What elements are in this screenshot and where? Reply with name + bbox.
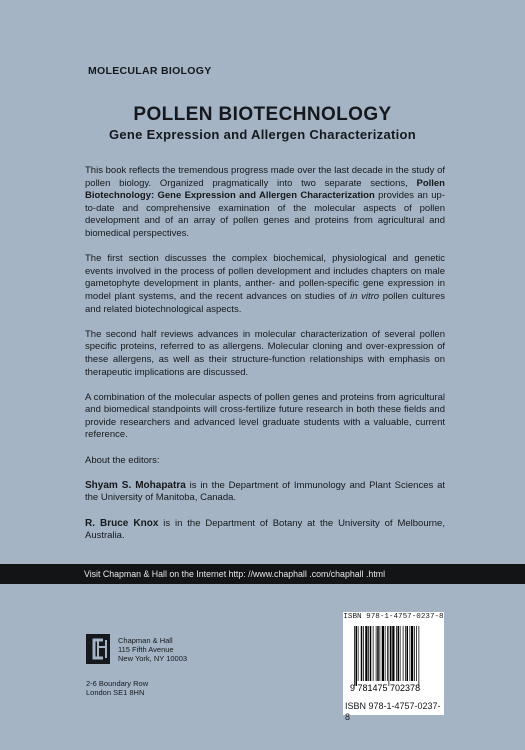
- barcode-bar: [400, 626, 401, 681]
- series-label: MOLECULAR BIOLOGY: [88, 65, 212, 77]
- internet-band: [0, 564, 525, 584]
- barcode-bar: [403, 626, 404, 681]
- isbn-top: ISBN 978-1-4757-0237-8: [343, 613, 444, 621]
- editor-1: [85, 480, 445, 505]
- barcode-bar: [368, 626, 369, 681]
- internet-text: Visit Chapman & Hall on the Internet http: //www.chaphall .com/chaphall .html: [84, 569, 386, 579]
- barcode-bar: [354, 626, 355, 686]
- editor-1-text: is in the Department of Immunology and Plant Sciences at the University of Manitoba, Canada.: [85, 479, 445, 504]
- barcode-bar: [365, 626, 367, 681]
- barcode-bar: [390, 626, 392, 681]
- publisher-uk-city: London SE1 8HN: [86, 688, 145, 697]
- editor-2-text: is in the Department of Botany at the University of Melbourne, Australia.: [85, 517, 445, 542]
- publisher-street: 115 Fifth Avenue: [118, 645, 174, 654]
- book-title: POLLEN BIOTECHNOLOGY: [133, 104, 392, 125]
- barcode-bar: [382, 626, 384, 681]
- barcode-bar: [419, 626, 420, 686]
- barcode-bar: [370, 626, 372, 681]
- publisher-logo-icon: [86, 634, 110, 664]
- publisher-address-uk: [86, 679, 148, 697]
- barcode-bar: [414, 626, 415, 681]
- barcode-digits: 9 781475 702378: [350, 683, 421, 693]
- about-editors-heading: About the editors:: [85, 454, 160, 466]
- book-subtitle: Gene Expression and Allergen Characterization: [108, 127, 417, 142]
- barcode-panel: [343, 612, 444, 722]
- barcode-bar: [377, 626, 379, 681]
- paragraph-2-text: The first section discusses the complex biochemical, physiological and genetic events involved in the process of pollen development and includes chapters on male gametophyte development in plants, anther- and pollen-specific gene expression in model plant systems, and the recent advances on studies of: [85, 253, 445, 302]
- publisher-uk-street: 2-6 Boundary Row: [86, 679, 149, 688]
- description-body: [85, 165, 445, 555]
- barcode-bar: [389, 626, 390, 686]
- paragraph-4: A combination of the molecular aspects of pollen genes and proteins from agricultural and biomedical standpoints will cross-fertilize future research in both these fields and provide researchers and advanced level graduate students with a valuable, current reference.: [85, 391, 445, 441]
- barcode-bar: [405, 626, 406, 681]
- barcode-bar: [407, 626, 409, 681]
- isbn-bottom: ISBN 978-1-4757-0237-8: [345, 701, 441, 722]
- barcode-bar: [358, 626, 359, 681]
- barcode-bar: [363, 626, 364, 681]
- paragraph-1-book-title: Pollen Biotechnology: Gene Expression and Allergen Characterization: [85, 177, 445, 202]
- paragraph-1-text-end: provides an up-to-date and comprehensive examination of the molecular aspects of pollen development and of an array of pollen genes and proteins from agricultural and biomedical perspectives.: [85, 190, 445, 239]
- barcode-bar: [398, 626, 400, 681]
- paragraph-1: [85, 165, 445, 241]
- publisher-address-us: [118, 636, 187, 663]
- barcode-bar: [356, 626, 358, 686]
- barcode-bar: [411, 626, 413, 681]
- paragraph-1-text: This book reflects the tremendous progress made over the last decade in the study of pollen biology. Organized pragmatically into two separate sections,: [85, 165, 445, 189]
- barcode-bar: [392, 626, 394, 681]
- barcode-icon: [348, 624, 441, 694]
- paragraph-2-italic: in vitro: [350, 290, 380, 302]
- editor-2-name: R. Bruce Knox: [85, 517, 159, 529]
- barcode-bar: [416, 626, 417, 681]
- barcode-bar: [361, 626, 363, 681]
- barcode-bar: [380, 626, 381, 681]
- barcode-bar: [373, 626, 374, 681]
- barcode-bar: [385, 626, 386, 681]
- barcode-bar: [396, 626, 397, 681]
- editor-1-name: Shyam S. Mohapatra: [85, 479, 186, 491]
- barcode-bar: [376, 626, 377, 681]
- publisher-city: New York, NY 10003: [118, 654, 188, 663]
- barcode-bar: [410, 626, 411, 681]
- paragraph-2: [85, 253, 445, 316]
- paragraph-3: The second half reviews advances in molecular characterization of several pollen specific proteins, referred to as allergens. Molecular cloning and over-expression of these allergens, as well as their structure-function relationships with emphasis on therapeutic implications are discussed.: [85, 328, 445, 378]
- editor-2: [85, 518, 445, 543]
- paragraph-2-text-end: pollen cultures and related biotechnological aspects.: [85, 290, 445, 315]
- publisher-name: Chapman & Hall: [118, 636, 173, 645]
- barcode-bar: [387, 626, 388, 681]
